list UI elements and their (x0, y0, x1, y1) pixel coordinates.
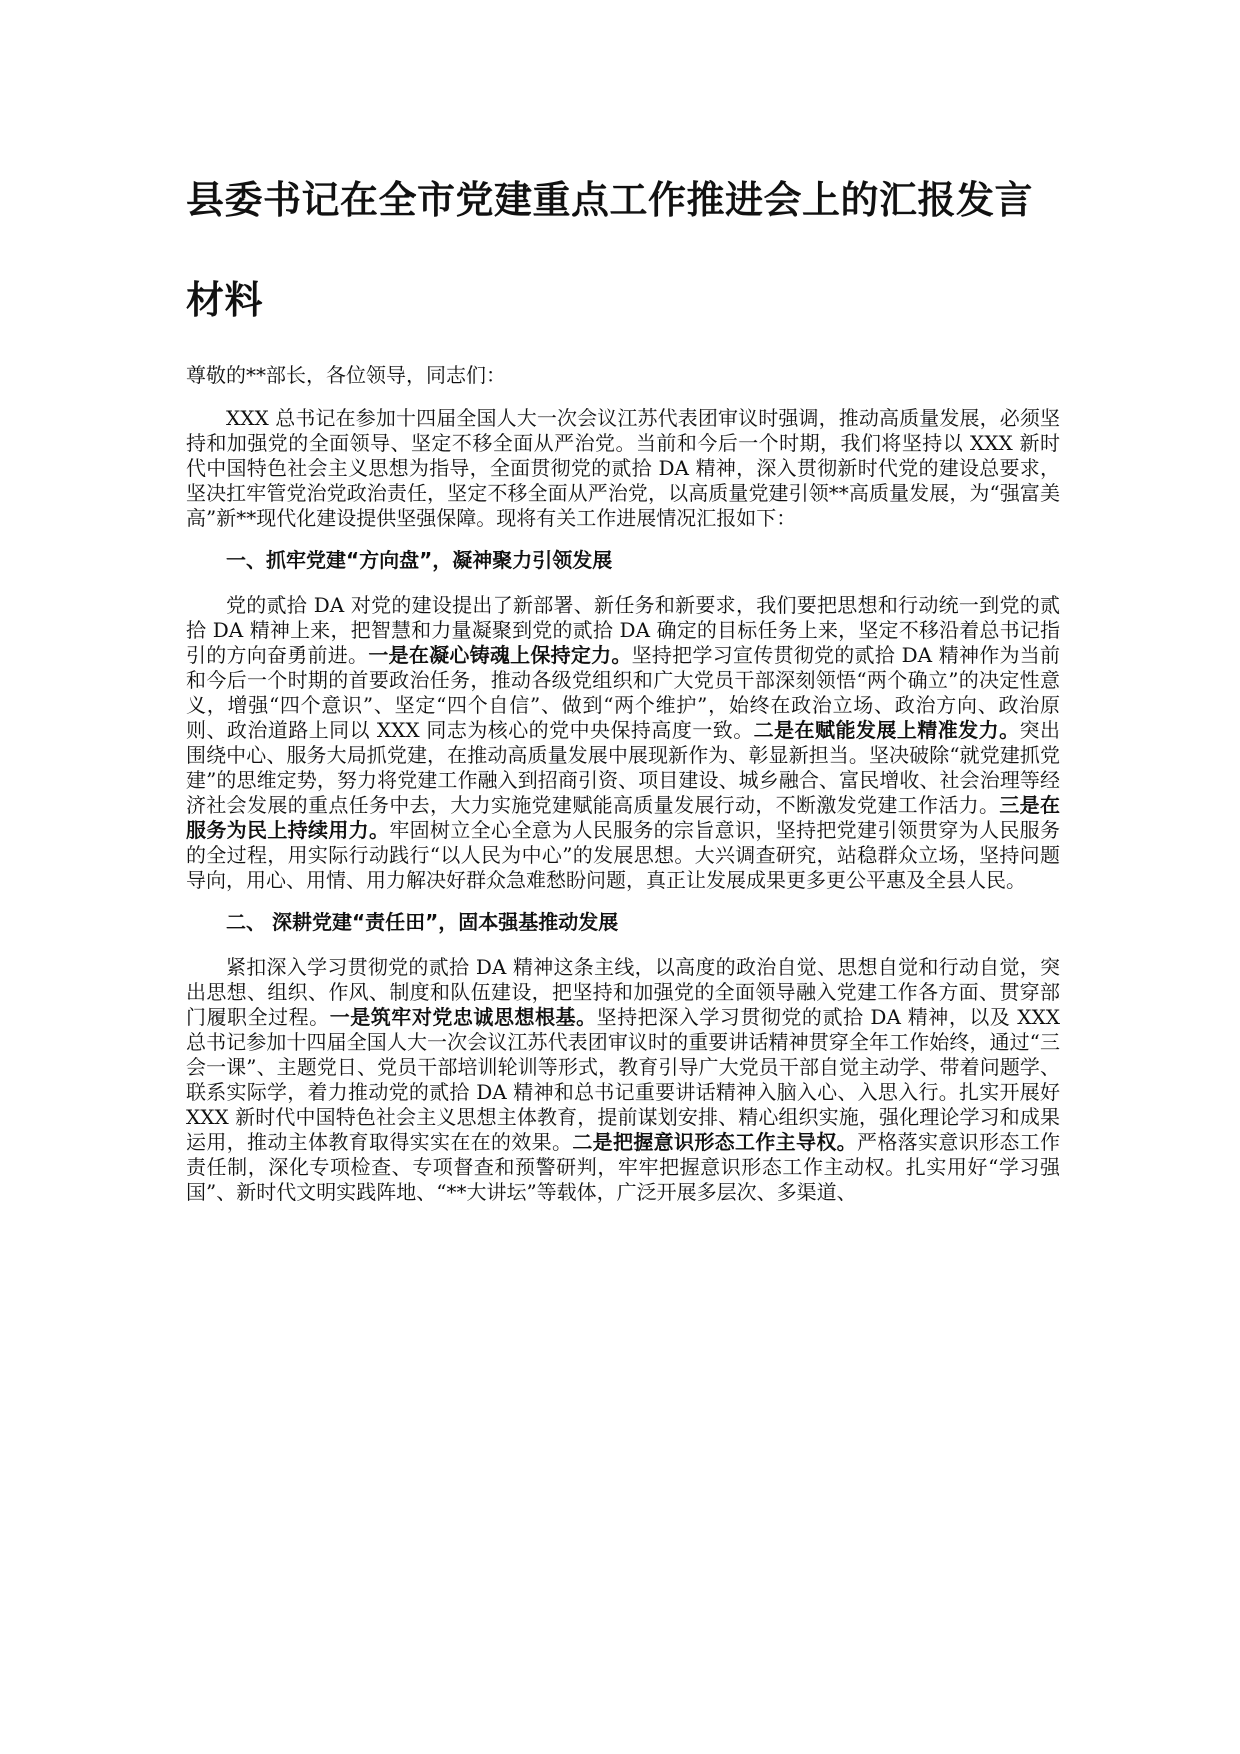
section-2-paragraph (186, 955, 1060, 1205)
section-1-text-4: 牢固树立全心全意为人民服务的宗旨意识，坚持把党建引领贯穿为人民服务的全过程，用实际行动践行“以人民为中心”的发展思想。大兴调查研究，站稳群众立场，坚持问题导向，用心、用情、用力解决好群众急难愁盼问题，真正让发展成果更多更公平惠及全县人民。 (186, 818, 1061, 892)
section-2-heading-number: 二、 (226, 910, 266, 934)
intro-paragraph: XXX 总书记在参加十四届全国人大一次会议江苏代表团审议时强调，推动高质量发展，必须坚持和加强党的全面领导、坚定不移全面从严治党。当前和今后一个时期，我们将坚持以 XXX 新时代中国特色社会主义思想为指导，全面贯彻党的贰拾 DA 精神，深入贯彻新时代党的建设总要求，坚决扛牢管党治党政治责任，坚定不移全面从严治党，以高质量党建引领**高质量发展，为“强富美高”新**现代化建设提供坚强保障。现将有关工作进展情况汇报如下： (186, 406, 1060, 530)
section-1-text-2: 坚持把学习宣传贯彻党的贰拾 DA 精神作为当前和今后一个时期的首要政治任务，推动各级党组织和广大党员干部深刻领悟“两个确立”的决定性意义，增强“四个意识”、坚定“四个自信”、做到“两个维护”，始终在政治立场、政治方向、政治原则、政治道路上同以 XXX 同志为核心的党中央保持高度一致。 (186, 643, 1061, 742)
salutation: 尊敬的**部长，各位领导，同志们： (186, 363, 506, 387)
section-1-point-1: 一是在凝心铸魂上保持定力。 (368, 643, 632, 667)
section-2-heading-text: 深耕党建“责任田”，固本强基推动发展 (272, 910, 619, 934)
section-2-point-2: 二是把握意识形态工作主导权。 (572, 1130, 858, 1154)
section-1-text-1: 党的贰拾 DA 对党的建设提出了新部署、新任务和新要求，我们要把思想和行动统一到党的贰拾 DA 精神上来，把智慧和力量凝聚到党的贰拾 DA 确定的目标任务上来，坚定不移沿着总书记指引的方向奋勇前进。 (186, 593, 1060, 667)
section-2-text-3: 严格落实意识形态工作责任制，深化专项检查、专项督查和预警研判，牢牢把握意识形态工作主动权。扎实用好“学习强国”、新时代文明实践阵地、“**大讲坛”等载体，广泛开展多层次、多渠道、 (186, 1130, 1061, 1204)
section-2-point-1: 一是筑牢对党忠诚思想根基。 (329, 1005, 597, 1029)
section-1-text-3: 突出围绕中心、服务大局抓党建，在推动高质量发展中展现新作为、彰显新担当。坚决破除“就党建抓党建”的思维定势，努力将党建工作融入到招商引资、项目建设、城乡融合、富民增收、社会治理等经济社会发展的重点任务中去，大力实施党建赋能高质量发展行动，不断激发党建工作活力。 (186, 718, 1060, 817)
section-2-heading (186, 907, 1060, 937)
section-1-point-3: 三是在服务为民上持续用力。 (186, 793, 1061, 842)
section-1-paragraph (186, 593, 1060, 893)
section-1-point-2: 二是在赋能发展上精准发力。 (753, 718, 1020, 742)
document-title: 县委书记在全市党建重点工作推进会上的汇报发言材料 (186, 178, 1034, 322)
section-1-heading: 一、抓牢党建“方向盘”，凝神聚力引领发展 (226, 548, 613, 572)
section-2-text-1: 紧扣深入学习贯彻党的贰拾 DA 精神这条主线，以高度的政治自觉、思想自觉和行动自觉，突出思想、组织、作风、制度和队伍建设，把坚持和加强党的全面领导融入党建工作各方面、贯穿部门履职全过程。 (186, 955, 1060, 1029)
section-2-text-2: 坚持把深入学习贯彻党的贰拾 DA 精神，以及 XXX 总书记参加十四届全国人大一次会议江苏代表团审议时的重要讲话精神贯穿全年工作始终，通过“三会一课”、主题党日、党员干部培训轮训等形式，教育引导广大党员干部自觉主动学、带着问题学、联系实际学，着力推动党的贰拾 DA 精神和总书记重要讲话精神入脑入心、入思入行。扎实开展好 XXX 新时代中国特色社会主义思想主体教育，提前谋划安排、精心组织实施，强化理论学习和成果运用，推动主体教育取得实实在在的效果。 (186, 1005, 1061, 1154)
